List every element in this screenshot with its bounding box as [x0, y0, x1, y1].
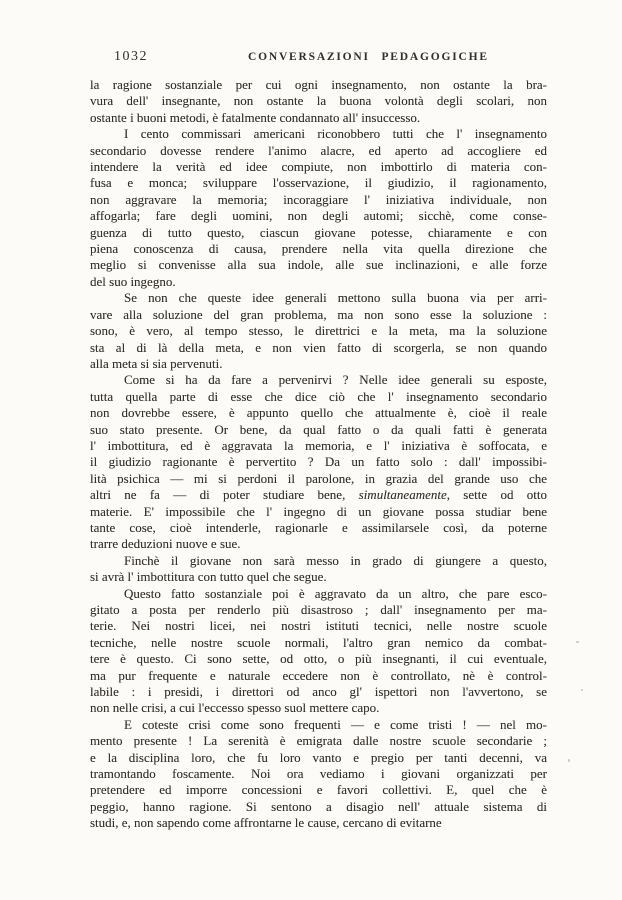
text-line: l' imbottitura, ed è aggravata la memoria, e l' iniziativa è soffocata, e [90, 437, 547, 453]
text-line: e la disciplina loro, che fu loro vanto e pregio per tanti decenni, va [90, 749, 547, 765]
text-line: gitato a posta per renderlo più disastroso ; dall' insegnamento per ma- [90, 602, 547, 617]
paragraph [90, 553, 547, 586]
paragraph [90, 717, 547, 832]
text-line: mento presente ! La serenità è emigrata dalle nostre scuole secondarie ; [90, 733, 547, 749]
text-line: terie. Nei nostri licei, nei nostri istituti tecnici, nelle nostre scuole [90, 618, 547, 634]
text-line: Finchè il giovane non sarà messo in grado di giungere a questo, [124, 552, 547, 568]
text-line: tutta quella parte di esse che dice ciò che l' insegnamento secondario [90, 388, 547, 404]
text-line: affogarla; fare degli uomini, non degli automi; sicchè, come conse- [90, 208, 547, 224]
text-line: studi, e, non sapendo come affrontarne le cause, cercano di evitarne [90, 815, 442, 831]
text-line: fusa e monca; sviluppare l'osservazione, il giudizio, il ragionamento, [90, 175, 547, 191]
text-line: tere è questo. Ci sono sette, od otto, o più insegnanti, il cui eventuale, [90, 651, 547, 667]
text-line: non nelle crisi, a cui l'eccesso spesso suol mettere capo. [90, 700, 380, 716]
text-line: piena conoscenza di causa, prendere nella vita quella direzione che [90, 241, 547, 257]
text-line: materie. E' impossibile che l' ingegno di un giovane possa studiar bene [90, 503, 547, 519]
text-line: trarre deduzioni nuove e sue. [90, 536, 241, 552]
paragraph [90, 586, 547, 717]
text-line: vare alla soluzione del gran problema, ma non sono esse la soluzione : [90, 306, 547, 322]
scan-speck [581, 689, 583, 691]
text-line: secondario dovesse rendere l'animo alacre, ed aperto ad accogliere ed [90, 142, 547, 158]
text-line: tramontando foscamente. Noi ora vediamo i giovani organizzati per [90, 766, 547, 782]
text-line: alla meta si sia pervenuti. [90, 355, 223, 371]
text-block [90, 77, 547, 832]
text-line: meglio si convenisse alla sua indole, alle sue inclinazioni, e alle forze [90, 257, 547, 273]
text-line: sono, è vero, al tempo stesso, le direttrici e la meta, ma la soluzione [90, 323, 547, 339]
text-line: Questo fatto sostanziale poi è aggravato da un altro, che pare esco- [124, 585, 547, 601]
text-line: ostante i buoni metodi, è fatalmente condannato all' insuccesso. [90, 109, 421, 125]
text-line: intendere la verità ed idee compiute, non imbottirlo di materia con- [90, 159, 547, 175]
text-line: Come si ha da fare a pervenirvi ? Nelle idee generali su esposte, [124, 372, 547, 388]
paragraph [90, 77, 547, 126]
text-line: non aggravare la memoria; incoraggiare l' iniziativa individuale, non [90, 191, 547, 207]
text-line: tante cose, cioè intenderle, ragionarle e assimilarsele così, da poterne [90, 519, 547, 535]
running-head-title: CONVERSAZIONI PEDAGOGICHE [248, 51, 489, 63]
text-line: labile : i presidi, i direttori od anco gl' ispettori non l'avvertono, se [90, 684, 547, 700]
paragraph [90, 290, 547, 372]
text-line: sta al di là della meta, e non vien fatto di scorgerla, se non quando [90, 339, 547, 355]
text-line: si avrà l' imbottitura con tutto quel che segue. [90, 569, 327, 585]
text-line: pretendere ed imporre concessioni e favori collettivi. E, quel che è [90, 782, 547, 798]
text-line: vura dell' insegnante, non ostante la buona volontà degli scolari, non [90, 93, 547, 109]
paragraph [90, 126, 547, 290]
text-line: guenza di tutto questo, ciascun giovane potesse, chiaramente e con [90, 224, 547, 240]
text-line: ma pur frequente e naturale eccedere non è controllato, nè è control- [90, 667, 547, 683]
page-number: 1032 [114, 49, 148, 64]
scan-speck [568, 759, 570, 762]
text-line: suo stato presente. Or bene, da qual fatto o da quali fatti è generata [90, 421, 547, 437]
paragraph [90, 372, 547, 552]
text-line: lità psichica — mi si perdoni il parolone, in grazia del grande uso che [90, 470, 547, 486]
scan-speck [576, 641, 579, 643]
text-line: peggio, hanno ragione. Si sentono a disagio nell' attuale sistema di [90, 798, 547, 814]
text-line: E coteste crisi come sono frequenti — e come tristi ! — nel mo- [124, 716, 547, 732]
text-line: Se non che queste idee generali mettono sulla buona via per arri- [124, 290, 547, 306]
text-line: altri ne fa — di poter studiare bene, simultaneamente, sette od otto [90, 487, 547, 503]
text-line: tecniche, nelle nostre scuole normali, l'altro gran nemico da combat- [90, 634, 547, 650]
page-header [0, 49, 622, 65]
text-line: il giudizio ragionante è pervertito ? Da un fatto solo : dall' impossibi- [90, 454, 547, 470]
text-line: I cento commissari americani riconobbero tutti che l' insegnamento [124, 126, 547, 142]
text-line: non dovrebbe essere, è appunto quello che attualmente è, cioè il reale [90, 405, 547, 421]
text-line: del suo ingegno. [90, 273, 176, 289]
text-line: la ragione sostanziale per cui ogni insegnamento, non ostante la bra- [90, 77, 547, 92]
